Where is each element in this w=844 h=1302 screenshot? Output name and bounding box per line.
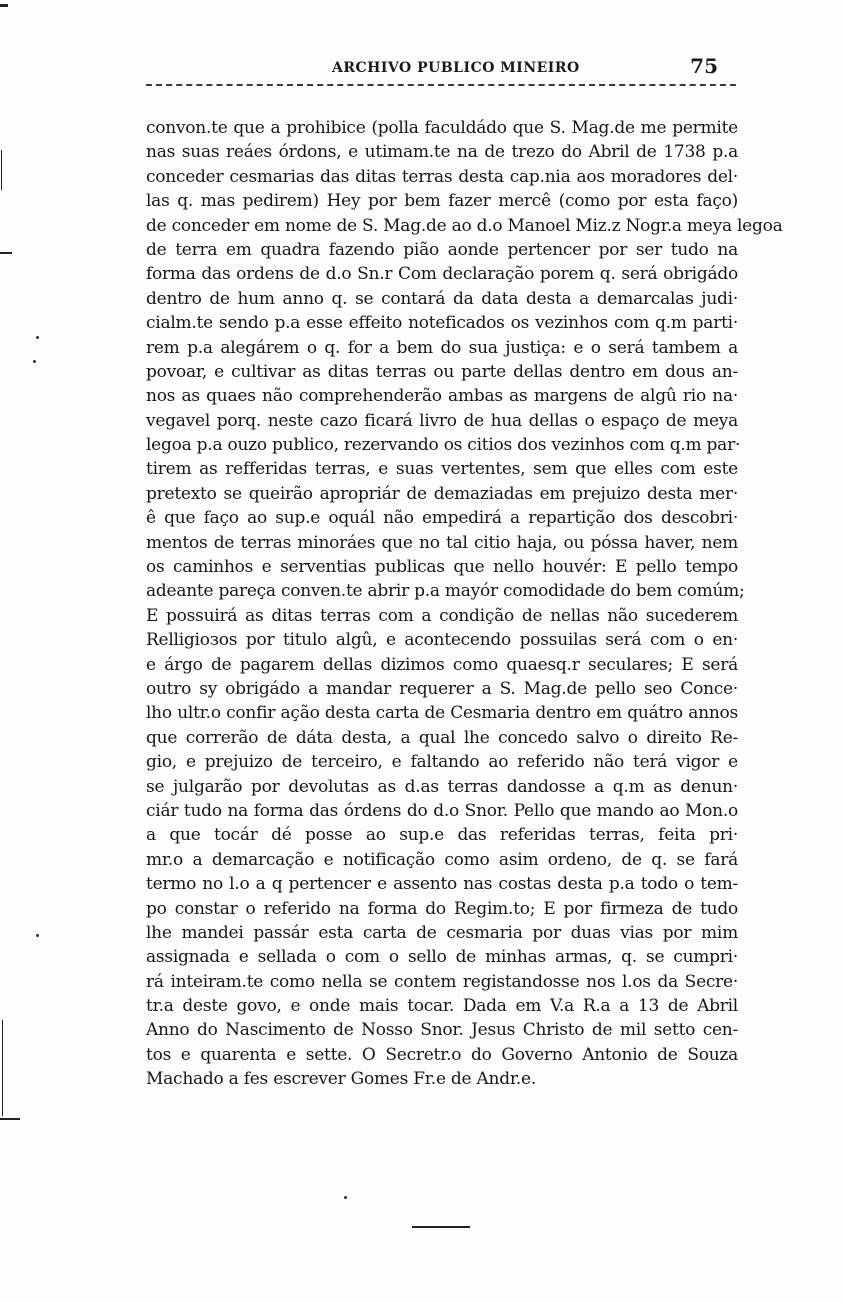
text-line: mr.o a demarcação e notificação como asim ordeno, de q. se fará xyxy=(146,849,738,870)
text-line: que correrão de dáta desta, a qual lhe concedo salvo o direito Re- xyxy=(146,727,738,748)
text-line: rem p.a alegárem o q. for a bem do sua justiça: e o será tambem a xyxy=(146,337,738,358)
text-line: adeante pareça conven.te abrir p.a mayór comodidade do bem comúm; xyxy=(146,581,745,602)
text-line: lho ultr.o confir ação desta carta de Cesmaria dentro em quátro annos xyxy=(146,703,738,724)
text-line: Relligiозos por titulo algû, e acontecendo possuilas será com o en· xyxy=(146,630,738,651)
text-line: E possuirá as ditas terras com a condição de nellas não sucederem xyxy=(146,605,738,626)
scan-edge-mark xyxy=(0,252,12,254)
text-line: tos e quarenta e sette. O Secretr.o do Governo Antonio de Souza xyxy=(146,1044,738,1065)
text-line: conceder cesmarias das ditas terras desta cap.nia aos moradores del· xyxy=(146,166,738,187)
text-line-last: Machado a fes escrever Gomes Fr.e de Andr.e. xyxy=(146,1069,537,1090)
scan-edge-mark xyxy=(2,1020,3,1116)
text-line: outro sy obrigádo a mandar requerer a S. Mag.de pello seo Conce· xyxy=(146,678,738,699)
scan-edge-mark xyxy=(1,150,2,190)
text-line: pretexto se queirão apropriár de demaziadas em prejuizo desta mer· xyxy=(146,483,738,504)
scan-edge-mark xyxy=(0,4,8,7)
scan-speck xyxy=(344,1196,347,1199)
text-line: de terra em quadra fazendo pião aonde pertencer por ser tudo na xyxy=(146,239,738,260)
text-line: de conceder em nome de S. Mag.de ao d.o Manoel Miz.z Nogr.a meya legoa xyxy=(146,215,783,236)
page-number: 75 xyxy=(690,54,718,78)
text-line: rá inteiram.te como nella se contem registandosse nos l.os da Secre· xyxy=(146,971,738,992)
text-line: tr.a deste govo, e onde mais tocar. Dada em V.a R.a a 13 de Abril xyxy=(146,996,738,1017)
end-rule xyxy=(412,1226,470,1228)
scan-speck xyxy=(33,360,36,363)
page-header xyxy=(146,54,736,84)
text-line: legoa p.a ouzo publico, rezervando os citios dos vezinhos com q.m par· xyxy=(146,435,741,456)
text-line: ê que faço ao sup.e oquál não empedirá a repartição dos descobri· xyxy=(146,508,738,529)
scan-speck xyxy=(36,336,39,339)
scan-edge-mark xyxy=(0,1118,20,1120)
text-line: ciár tudo na forma das órdens do d.o Snor. Pello que mando ao Mon.o xyxy=(146,800,738,821)
text-line: convon.te que a prohibice (polla faculdádo que S. Mag.de me permite xyxy=(146,118,738,138)
text-line: termo no l.o a q pertencer e assento nas costas desta p.a todo o tem- xyxy=(146,874,738,895)
text-line: os caminhos e serventias publicas que nello houvér: E pello tempo xyxy=(146,557,738,578)
text-line: vegavel porq. neste cazo ficará livro de hua dellas o espaço de meya xyxy=(146,410,738,431)
scan-speck xyxy=(36,934,39,937)
header-rule xyxy=(146,84,736,86)
text-line: a que tocár dé posse ao sup.e das referidas terras, feita pri· xyxy=(146,825,738,846)
text-line: nos as quaes não comprehenderão ambas as margens de algû rio na· xyxy=(146,386,738,407)
text-line: nas suas reáes órdons, e utimam.te na de trezo do Abril de 1738 p.a xyxy=(146,142,738,163)
text-line: tirem as refferidas terras, e suas vertentes, sem que elles com este xyxy=(146,459,738,480)
text-line: Anno do Nascimento de Nosso Snor. Jesus Christo de mil setto cen- xyxy=(146,1020,738,1041)
text-line: povoar, e cultivar as ditas terras ou parte dellas dentro em dous an- xyxy=(146,361,738,382)
text-line: las q. mas pedirem) Hey por bem fazer mercê (como por esta faço) xyxy=(146,191,738,212)
text-line: dentro de hum anno q. se contará da data desta a demarcalas judi· xyxy=(146,288,738,309)
text-line: e árgo de pagarem dellas dizimos como quaesq.r seculares; E será xyxy=(146,654,738,675)
text-line: po constar o referido na forma do Regim.to; E por firmeza de tudo xyxy=(146,898,738,919)
text-line: mentos de terras minoráes que no tal citio haja, ou póssa haver, nem xyxy=(146,532,738,553)
text-line: cialm.te sendo p.a esse effeito noteficados os vezinhos com q.m parti· xyxy=(146,313,738,334)
body-text xyxy=(146,116,783,1092)
text-line: assignada e sellada o com o sello de minhas armas, q. se cumpri· xyxy=(146,947,738,968)
text-line: lhe mandei passár esta carta de cesmaria por duas vias por mim xyxy=(146,922,738,943)
text-line: forma das ordens de d.o Sn.r Com declaração porem q. será obrigádo xyxy=(146,264,738,285)
running-title: ARCHIVO PUBLICO MINEIRO xyxy=(332,60,580,76)
text-line: gio, e prejuizo de terceiro, e faltando ao referido não terá vigor e xyxy=(146,752,738,773)
text-line: se julgarão por devolutas as d.as terras dandosse a q.m as denun· xyxy=(146,776,738,797)
